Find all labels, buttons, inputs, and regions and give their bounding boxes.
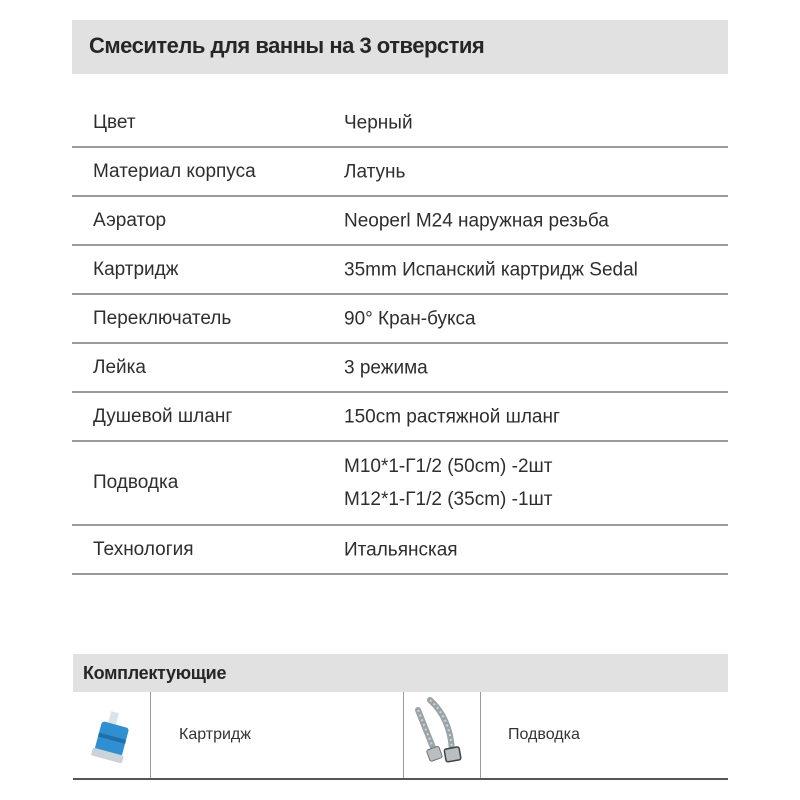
accessory-image-hose <box>404 692 480 778</box>
spec-value: 3 режима <box>344 357 428 378</box>
spec-value: 35mm Испанский картридж Sedal <box>344 259 638 280</box>
column-divider <box>150 692 151 778</box>
spec-row-cartridge <box>72 246 728 295</box>
spec-value: 150cm растяжной шланг <box>344 406 560 427</box>
cartridge-icon <box>73 692 150 778</box>
spec-key: Картридж <box>93 258 179 280</box>
spec-row-technology <box>72 526 728 575</box>
spec-row-color <box>72 99 728 148</box>
spec-value: 90° Кран-букса <box>344 308 476 329</box>
spec-key: Подводка <box>93 472 179 493</box>
page-title: Смеситель для ванны на 3 отверстия <box>89 33 485 58</box>
spec-row-showerhead <box>72 344 728 393</box>
spec-key: Лейка <box>93 356 146 378</box>
spec-row-material <box>72 148 728 197</box>
spec-row-aerator <box>72 197 728 246</box>
accessory-label-hose: Подводка <box>508 726 580 743</box>
accessories-row <box>73 692 728 780</box>
spec-key: Переключатель <box>93 307 232 329</box>
column-divider <box>480 692 481 778</box>
accessory-label-cartridge: Картридж <box>179 726 251 743</box>
spec-value: Neoperl M24 наружная резьба <box>344 210 609 231</box>
spec-key: Душевой шланг <box>93 405 233 427</box>
title-bar <box>72 20 728 74</box>
spec-value: M10*1-Г1/2 (50cm) -2шт M12*1-Г1/2 (35cm) -1шт <box>344 456 553 510</box>
spec-row-switch <box>72 295 728 344</box>
spec-value: Итальянская <box>344 539 458 560</box>
spec-value: Черный <box>344 112 413 133</box>
spec-table <box>72 99 728 575</box>
hose-icon <box>404 692 480 778</box>
spec-key: Аэратор <box>93 209 167 231</box>
spec-key: Технология <box>93 538 194 560</box>
accessory-image-cartridge <box>73 692 150 778</box>
accessories-header <box>73 654 728 692</box>
spec-row-shower-hose <box>72 393 728 442</box>
spec-value: Латунь <box>344 161 406 182</box>
spec-key: Цвет <box>93 111 136 133</box>
spec-key: Материал корпуса <box>93 160 256 182</box>
spec-row-supply <box>72 442 728 526</box>
accessories-heading: Комплектующие <box>83 663 227 683</box>
